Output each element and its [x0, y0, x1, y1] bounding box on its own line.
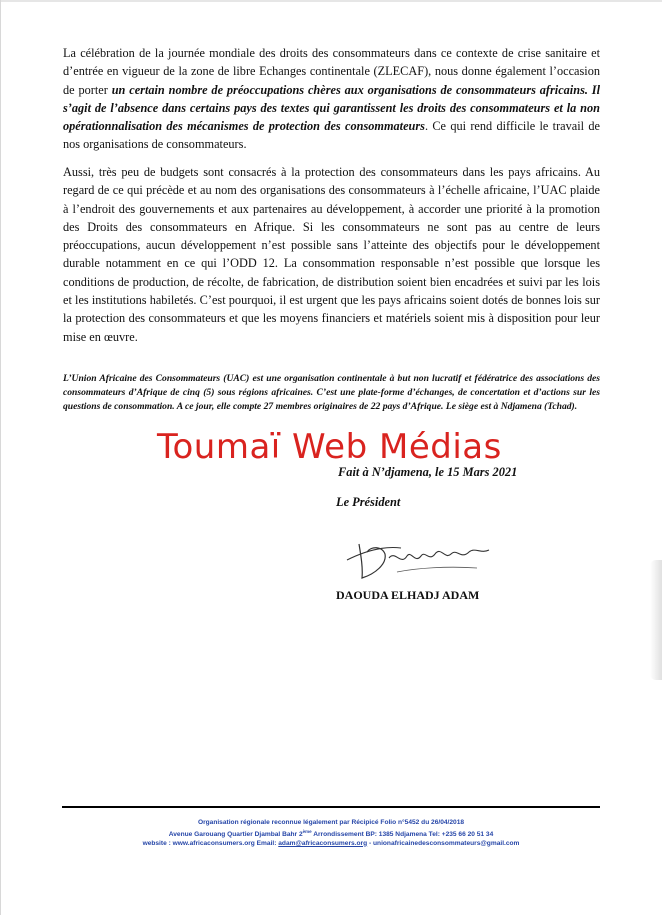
footer-address-text: Arrondissement BP: 1385 Ndjamena Tel: +235 66 20 51 34 — [311, 830, 494, 838]
footer-contacts — [62, 840, 600, 849]
paragraph-celebration — [63, 44, 600, 154]
watermark-text: Toumaï Web Médias — [157, 427, 502, 467]
uac-about-note: L’Union Africaine des Consommateurs (UAC) est une organisation continentale à but non lucratif et fédératrice des associations des consommateurs d’Afrique de cinq (5) sous régions africaines. C’est une plate-forme d’échanges, de concertation et d’actions sur les questions de consommation. A ce jour, elle compte 27 membres originaires de 22 pays d’Afrique. Le siège est à Ndjamena (Tchad). — [63, 373, 600, 413]
paragraph-text: La célébration de la journée mondiale des droits des consommateurs dans ce contexte de crise sanitaire et d’entrée en vigueur de la zone de libre Echanges continentale (ZLECAF), nous donne également l’occasion de porter — [63, 46, 600, 97]
footer-address-text: Avenue Garouang Quartier Djambal Bahr 2 — [168, 830, 303, 838]
footer-website: website : www.africaconsumers.org Email: — [142, 839, 279, 847]
letterhead-footer — [62, 819, 600, 848]
footer-address — [62, 828, 600, 840]
footer-registration: Organisation régionale reconnue légalement par Récipicé Folio n°5452 du 26/04/2018 — [197, 819, 465, 826]
emphasized-text: un certain nombre de préoccupations chères aux organisations de consommateurs africains. Il s’agit de l’absence dans certains pays des textes qui garantissent les droits des consommateurs et la non opérationnalisation des mécanismes de protection des consommateurs — [63, 82, 600, 134]
footer-divider — [62, 806, 600, 808]
scroll-edge-indicator[interactable] — [650, 560, 662, 680]
signatory-name: DAOUDA ELHADJ ADAM — [336, 588, 480, 602]
page-top-edge — [0, 0, 662, 2]
signatory-role: Le Président — [336, 495, 401, 509]
handwritten-signature — [337, 528, 497, 582]
paragraph-budgets: Aussi, très peu de budgets sont consacrés à la protection des consommateurs dans les pays africains. Au regard de ce qui précède et au nom des organisations des consommateurs à l’échelle africaine, l’UAC plaide à l’endroit des gouvernements et aux partenaires au développement, à accorder une priorité à la promotion des Droits des consommateurs en Afrique. Si les consommateurs ne sont pas au centre de leurs préoccupations, aucun développement n’est possible sans l’atteinte des objectifs pour le développement durable notamment en ce qui l’ODD 12. La consommation responsable n’est possible que lorsque les conditions de production, de récolte, de fabrication, de distribution soient bien encadrées et suivi par les lois et les institutions habiletés. C’est pourquoi, il est urgent que les pays africains soient dotés de bonnes lois sur la protection des consommateurs et que les moyens financiers et matériels soient mis à disposition pour leur mise en œuvre. — [63, 165, 600, 344]
page-left-edge — [0, 0, 1, 915]
paragraph-text: . Ce qui rend difficile le travail de nos organisations de consommateurs. — [63, 119, 600, 152]
footer-address-sup: ème — [302, 828, 312, 834]
place-date: Fait à N’djamena, le 15 Mars 2021 — [338, 465, 518, 479]
footer-email-link[interactable]: adam@africaconsumers.org — [278, 839, 368, 847]
footer-gmail: - unionafricainedesconsommateurs@gmail.com — [367, 839, 520, 847]
